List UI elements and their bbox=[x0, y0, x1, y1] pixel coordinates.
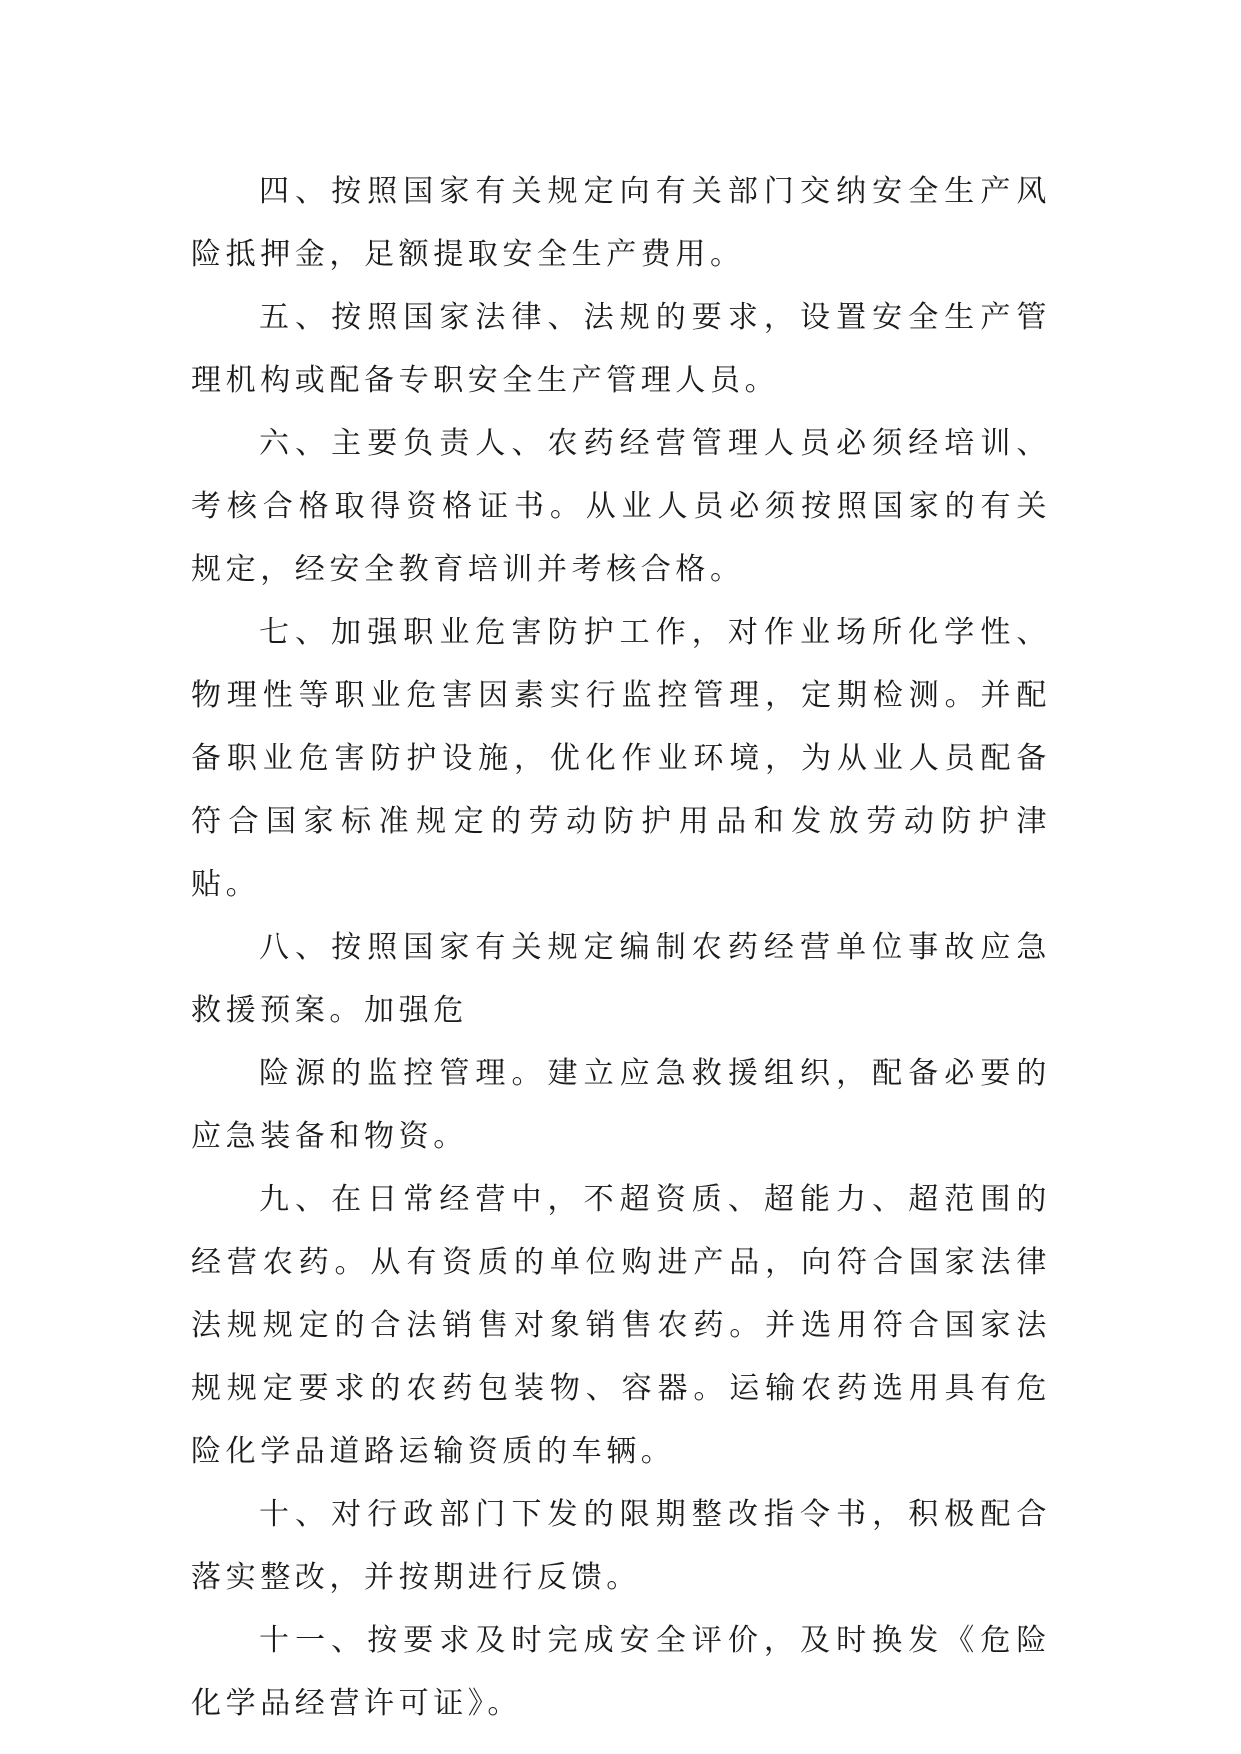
paragraph-4: 四、按照国家有关规定向有关部门交纳安全生产风险抵押金，足额提取安全生产费用。 bbox=[191, 174, 1051, 272]
paragraph-5: 五、按照国家法律、法规的要求，设置安全生产管理机构或配备专职安全生产管理人员。 bbox=[191, 300, 1051, 398]
paragraph-9: 九、在日常经营中，不超资质、超能力、超范围的经营农药。从有资质的单位购进产品，向符合国家法律法规规定的合法销售对象销售农药。并选用符合国家法规规定要求的农药包装物、容器。运输农药选用具有危险化学品道路运输资质的车辆。 bbox=[191, 1182, 1051, 1469]
paragraph-8-continued: 险源的监控管理。建立应急救援组织，配备必要的应急装备和物资。 bbox=[191, 1056, 1051, 1154]
paragraph-6: 六、主要负责人、农药经营管理人员必须经培训、考核合格取得资格证书。从业人员必须按照国家的有关规定，经安全教育培训并考核合格。 bbox=[191, 426, 1051, 587]
document-body bbox=[191, 160, 1051, 1735]
paragraph-10: 十、对行政部门下发的限期整改指令书，积极配合落实整改，并按期进行反馈。 bbox=[191, 1497, 1051, 1595]
paragraph-7: 七、加强职业危害防护工作，对作业场所化学性、物理性等职业危害因素实行监控管理，定期检测。并配备职业危害防护设施，优化作业环境，为从业人员配备符合国家标准规定的劳动防护用品和发放劳动防护津贴。 bbox=[191, 615, 1051, 902]
paragraph-8: 八、按照国家有关规定编制农药经营单位事故应急救援预案。加强危 bbox=[191, 930, 1051, 1028]
paragraph-11: 十一、按要求及时完成安全评价，及时换发《危险化学品经营许可证》。 bbox=[191, 1623, 1051, 1721]
